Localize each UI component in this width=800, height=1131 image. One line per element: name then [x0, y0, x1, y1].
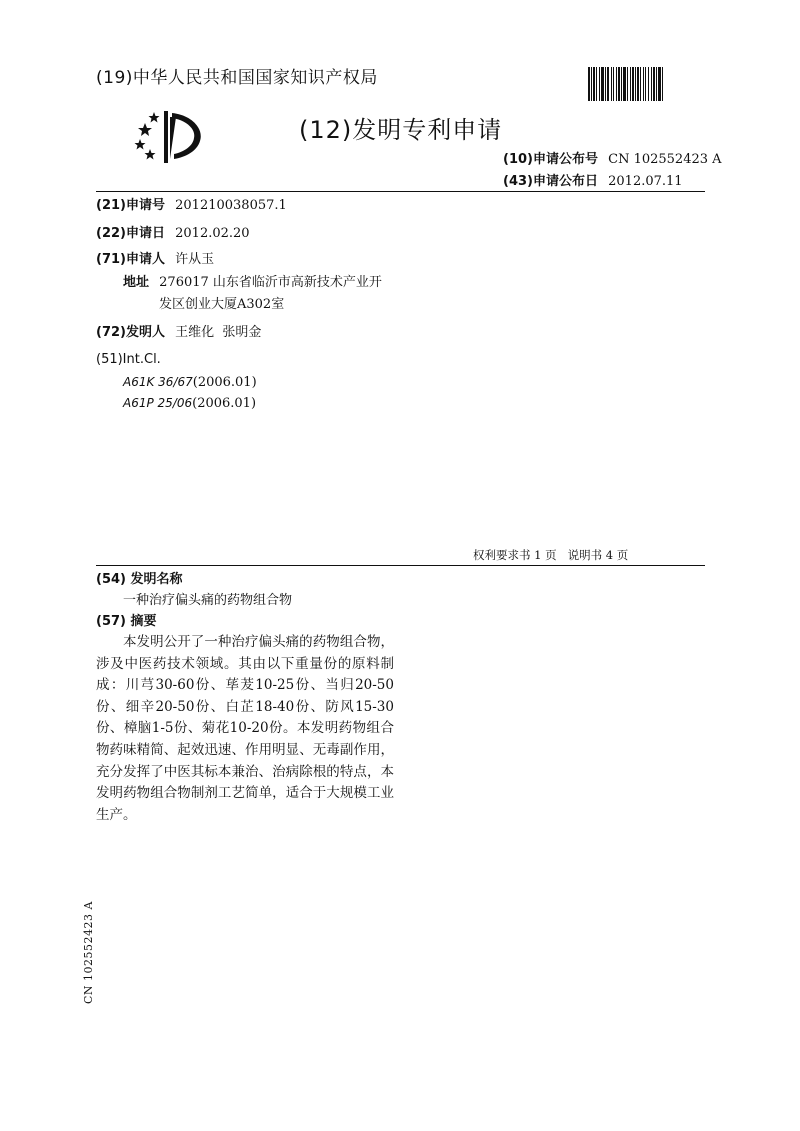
application-number-value: 201210038057.1	[175, 198, 287, 213]
page-count-info: 权利要求书 1 页 说明书 4 页	[473, 548, 629, 562]
filing-date	[96, 226, 250, 242]
address-line-1: 276017 山东省临沂市高新技术产业开	[159, 275, 382, 290]
header-divider	[96, 191, 705, 192]
abstract-label: (57) 摘要	[96, 614, 157, 629]
application-number-label: (21)申请号	[96, 198, 165, 213]
address-label: 地址	[123, 275, 150, 290]
publication-date	[503, 174, 683, 190]
ipc-code: A61K 36/67	[123, 375, 193, 389]
inventors-value: 王维化 张明金	[175, 325, 262, 340]
publication-date-value: 2012.07.11	[608, 174, 683, 189]
inventors	[96, 325, 261, 341]
application-number	[96, 198, 287, 214]
publication-date-label: (43)申请公布日	[503, 174, 598, 189]
address-line-2: 发区创业大厦A302室	[159, 297, 285, 312]
filing-date-label: (22)申请日	[96, 226, 165, 241]
ipc-version: (2006.01)	[192, 375, 257, 390]
publication-number-label: (10)申请公布号	[503, 152, 598, 167]
sipo-logo-icon	[130, 105, 210, 167]
invention-title: 一种治疗偏头痛的药物组合物	[123, 593, 293, 608]
abstract-text: 本发明公开了一种治疗偏头痛的药物组合物，涉及中医药技术领域。其由以下重量份的原料制成：川芎30-60份、荜茇10-25份、当归20-50份、细辛20-50份、白芷18-40份、防风15-30份、樟脑1-5份、菊花10-20份。本发明药物组合物药味精简、起效迅速、作用明显、无毒副作用，充分发挥了中医其标本兼治、治病除根的特点，本发明药物组合物制剂工艺简单，适合于大规模工业生产。	[96, 634, 394, 823]
office-name: (19)中华人民共和国国家知识产权局	[96, 68, 378, 88]
ipc-version: (2006.01)	[192, 396, 257, 411]
side-publication-number: CN 102552423 A	[82, 901, 95, 1004]
applicant-label: (71)申请人	[96, 252, 165, 267]
barcode-icon	[588, 67, 706, 101]
ipc-code: A61P 25/06	[123, 396, 193, 410]
publication-number	[503, 152, 722, 168]
applicant	[96, 252, 214, 268]
inventors-label: (72)发明人	[96, 325, 165, 340]
filing-date-value: 2012.02.20	[175, 226, 250, 241]
document-type: (12)发明专利申请	[299, 116, 503, 144]
publication-number-value: CN 102552423 A	[608, 152, 722, 167]
address	[123, 275, 382, 291]
title-label: (54) 发明名称	[96, 572, 183, 587]
ipc-item	[123, 395, 256, 412]
ipc-label: (51)Int.Cl.	[96, 352, 161, 367]
page-info-divider	[96, 565, 705, 566]
ipc-item	[123, 374, 257, 391]
applicant-value: 许从玉	[175, 252, 215, 267]
